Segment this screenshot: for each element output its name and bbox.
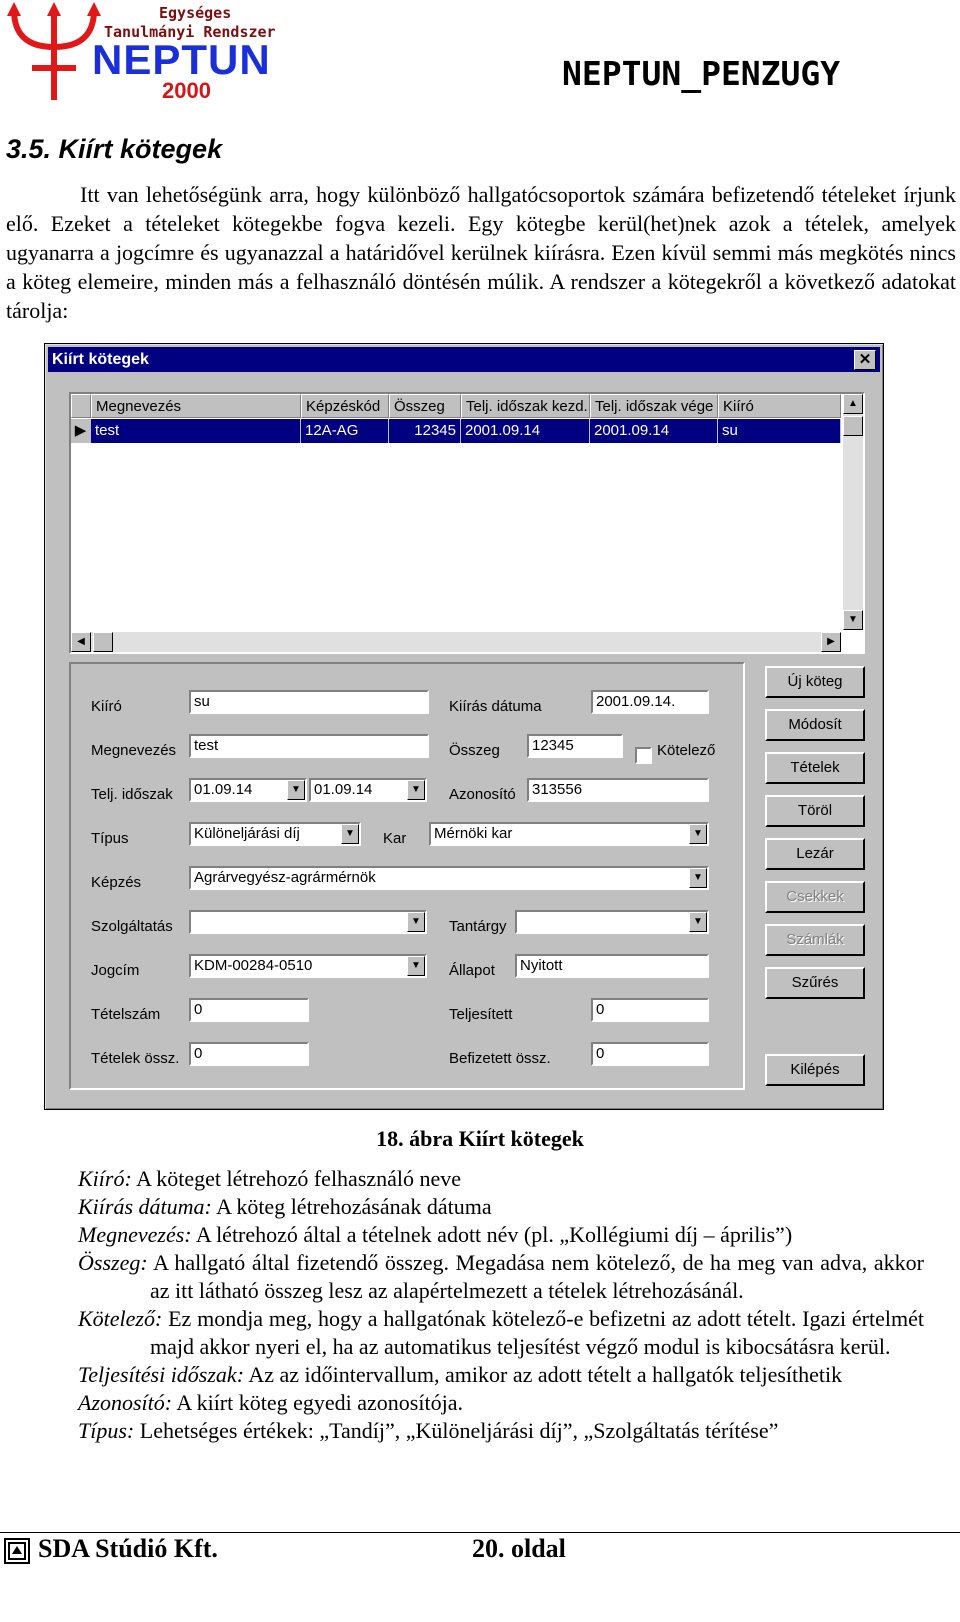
definition-text: Lehetséges értékek: „Tandíj”, „Különeljárási díj”, „Szolgáltatás térítése” — [134, 1418, 779, 1443]
osszeg-label: Összeg — [449, 742, 500, 759]
kiiras-datuma-field[interactable]: 2001.09.14. — [591, 690, 709, 714]
telj-from-value: 01.09.14 — [194, 781, 253, 798]
col-header-osszeg[interactable]: Összeg — [389, 394, 461, 418]
szures-button[interactable]: Szűrés — [765, 967, 865, 999]
kotelezo-checkbox[interactable] — [635, 747, 652, 764]
definition-item — [78, 1361, 924, 1389]
grid-header — [71, 394, 841, 418]
megnevezes-label: Megnevezés — [91, 742, 177, 759]
definition-item — [78, 1193, 924, 1221]
tetelszam-field[interactable]: 0 — [189, 998, 309, 1022]
kar-label: Kar — [383, 830, 407, 847]
document-title: NEPTUN_PENZUGY — [562, 54, 841, 93]
intro-paragraph — [6, 180, 956, 325]
cell-megnevezes[interactable]: test — [91, 419, 301, 443]
col-header-kepzeskod[interactable]: Képzéskód — [301, 394, 389, 418]
col-header-telj-vege[interactable]: Telj. időszak vége — [590, 394, 718, 418]
cell-kepzeskod[interactable]: 12A-AG — [301, 419, 389, 443]
definition-term: Azonosító: — [78, 1390, 173, 1415]
scroll-down-icon[interactable]: ▼ — [843, 610, 863, 630]
definition-term: Megnevezés: — [78, 1222, 192, 1247]
kiiro-field[interactable]: su — [189, 690, 429, 714]
dialog-title: Kiírt kötegek — [52, 351, 149, 368]
footer-divider — [0, 1532, 960, 1533]
details-form — [69, 662, 745, 1090]
jogcim-value: KDM-00284-0510 — [194, 957, 313, 974]
megnevezes-field[interactable]: test — [189, 734, 429, 758]
chevron-down-icon[interactable]: ▼ — [287, 780, 305, 800]
kepzes-value: Agrárvegyész-agrármérnök — [194, 869, 376, 886]
definition-term: Kiírás dátuma: — [78, 1194, 212, 1219]
table-row[interactable] — [71, 419, 841, 443]
dialog-titlebar — [48, 347, 880, 372]
definition-text: A hallgató által fizetendő összeg. Megadása nem kötelező, de ha meg van adva, akkor az itt látható összeg lesz az alapértelmezett a tételek létrehozásánál. — [147, 1250, 924, 1303]
row-indicator-icon: ▶ — [71, 419, 91, 443]
definition-list — [78, 1165, 924, 1445]
scroll-left-icon[interactable]: ◀ — [71, 632, 91, 652]
definition-text: Az az időintervallum, amikor az adott tételt a hallgatók teljesíthetik — [244, 1362, 843, 1387]
chevron-down-icon[interactable]: ▼ — [689, 824, 707, 844]
tantargy-label: Tantárgy — [449, 918, 507, 935]
szolgaltatas-label: Szolgáltatás — [91, 918, 173, 935]
jogcim-label: Jogcím — [91, 962, 140, 979]
tetelek-button[interactable]: Tételek — [765, 752, 865, 784]
hscroll-thumb[interactable] — [93, 632, 113, 652]
modosit-button[interactable]: Módosít — [765, 709, 865, 741]
allapot-label: Állapot — [449, 962, 495, 979]
definition-item — [78, 1221, 924, 1249]
sda-logo-icon — [4, 1538, 30, 1564]
tetelszam-label: Tételszám — [91, 1006, 161, 1023]
tantargy-select[interactable] — [515, 910, 709, 934]
telj-from-select[interactable] — [189, 778, 307, 802]
cell-telj-kezd[interactable]: 2001.09.14 — [461, 419, 590, 443]
definition-term: Típus: — [78, 1418, 135, 1443]
definition-term: Kiíró: — [78, 1166, 132, 1191]
tetelek-ossz-label: Tételek össz. — [91, 1050, 180, 1067]
definition-term: Kötelező: — [78, 1306, 163, 1331]
azonosito-label: Azonosító — [449, 786, 516, 803]
footer-company: SDA Stúdió Kft. — [38, 1534, 218, 1563]
chevron-down-icon[interactable]: ▼ — [407, 912, 425, 932]
telj-to-select[interactable] — [309, 778, 427, 802]
definition-text: A létrehozó által a tételnek adott név (pl. „Kollégiumi díj – április”) — [191, 1222, 793, 1247]
tipus-value: Különeljárási díj — [194, 825, 300, 842]
osszeg-field[interactable]: 12345 — [527, 734, 623, 758]
definition-item — [78, 1249, 924, 1305]
kepzes-select[interactable] — [189, 866, 709, 890]
chevron-down-icon[interactable]: ▼ — [689, 912, 707, 932]
grid-corner — [71, 394, 91, 418]
logo-year: 2000 — [162, 78, 211, 103]
cell-osszeg[interactable]: 12345 — [389, 419, 461, 443]
definition-term: Összeg: — [78, 1250, 148, 1275]
definition-item — [78, 1305, 924, 1361]
col-header-telj-kezd[interactable]: Telj. időszak kezd. — [461, 394, 590, 418]
definition-item — [78, 1417, 924, 1445]
logo-line2: Tanulmányi Rendszer — [104, 23, 276, 41]
section-title: 3.5. Kiírt kötegek — [6, 134, 223, 164]
kotelezo-label: Kötelező — [657, 742, 716, 759]
definition-text: A köteg létrehozásának dátuma — [211, 1194, 492, 1219]
definition-term: Teljesítési időszak: — [78, 1362, 245, 1387]
figure-caption: 18. ábra Kiírt kötegek — [376, 1126, 584, 1151]
teljesitett-label: Teljesített — [449, 1006, 513, 1023]
cell-kiiro[interactable]: su — [718, 419, 841, 443]
definition-text: A köteget létrehozó felhasználó neve — [131, 1166, 462, 1191]
page-number: 20. oldal — [472, 1534, 566, 1563]
teljesitett-field[interactable]: 0 — [591, 998, 709, 1022]
tipus-select[interactable] — [189, 822, 361, 846]
uj-koteg-button[interactable]: Új köteg — [765, 666, 865, 698]
tipus-label: Típus — [91, 830, 129, 847]
chevron-down-icon[interactable]: ▼ — [689, 868, 707, 888]
kepzes-label: Képzés — [91, 874, 142, 891]
kotegek-grid[interactable] — [69, 392, 865, 654]
szamlak-button[interactable]: Számlák — [765, 924, 865, 956]
kiirt-kotegek-dialog — [44, 343, 884, 1110]
horizontal-scrollbar[interactable] — [71, 632, 841, 652]
kilepes-button[interactable]: Kilépés — [765, 1054, 865, 1086]
csekkek-button[interactable]: Csekkek — [765, 881, 865, 913]
chevron-down-icon[interactable]: ▼ — [407, 956, 425, 976]
chevron-down-icon[interactable]: ▼ — [341, 824, 359, 844]
lezar-button[interactable]: Lezár — [765, 838, 865, 870]
azonosito-field[interactable]: 313556 — [527, 778, 709, 802]
tetelek-ossz-field[interactable]: 0 — [189, 1042, 309, 1066]
jogcim-select[interactable] — [189, 954, 427, 978]
close-button[interactable]: ✕ — [854, 350, 876, 370]
scroll-thumb[interactable] — [843, 416, 863, 436]
torol-button[interactable]: Töröl — [765, 795, 865, 827]
kiiro-label: Kiíró — [91, 698, 122, 715]
scroll-up-icon[interactable]: ▲ — [843, 394, 863, 414]
telj-to-value: 01.09.14 — [314, 781, 373, 798]
chevron-down-icon[interactable]: ▼ — [407, 780, 425, 800]
neptun-trident-icon — [4, 2, 104, 102]
definition-text: A kiírt köteg egyedi azonosítója. — [172, 1390, 463, 1415]
logo-brand: NEPTUN — [92, 36, 271, 83]
allapot-field[interactable]: Nyitott — [515, 954, 709, 978]
intro-text: Itt van lehetőségünk arra, hogy különböző hallgatócsoportok számára befizetendő tételeket írjunk elő. Ezeket a tételeket kötegekbe fogva kezeli. Egy kötegbe kerül(het)nek azok a tételek, amelyek ugyanarra a jogcímre és ugyanazzal a határidővel kerülnek kiírásra. Ezen kívül semmi más megkötés nincs a köteg elemeire, minden más a felhasználó döntésén múlik. A rendszer a kötegekről a következő adatokat tárolja: — [6, 182, 956, 323]
kiiras-datuma-label: Kiírás dátuma — [449, 698, 542, 715]
kar-select[interactable] — [429, 822, 709, 846]
definition-text: Ez mondja meg, hogy a hallgatónak kötelező-e befizetni az adott tételt. Igazi értelmét majd akkor nyeri el, ha az automatikus teljesítést végző modul is kibocsátásra kerül. — [150, 1306, 924, 1359]
befizetett-ossz-field[interactable]: 0 — [591, 1042, 709, 1066]
telj-idoszak-label: Telj. időszak — [91, 786, 173, 803]
definition-item — [78, 1389, 924, 1417]
cell-telj-vege[interactable]: 2001.09.14 — [590, 419, 718, 443]
definition-item — [78, 1165, 924, 1193]
col-header-kiiro[interactable]: Kiíró — [718, 394, 841, 418]
vertical-scrollbar[interactable] — [843, 394, 863, 630]
logo-line1: Egységes — [159, 4, 232, 22]
col-header-megnevezes[interactable]: Megnevezés — [91, 394, 301, 418]
scroll-right-icon[interactable]: ▶ — [821, 632, 841, 652]
kar-value: Mérnöki kar — [434, 825, 513, 842]
szolgaltatas-select[interactable] — [189, 910, 427, 934]
befizetett-ossz-label: Befizetett össz. — [449, 1050, 551, 1067]
neptun-logo — [4, 2, 384, 106]
